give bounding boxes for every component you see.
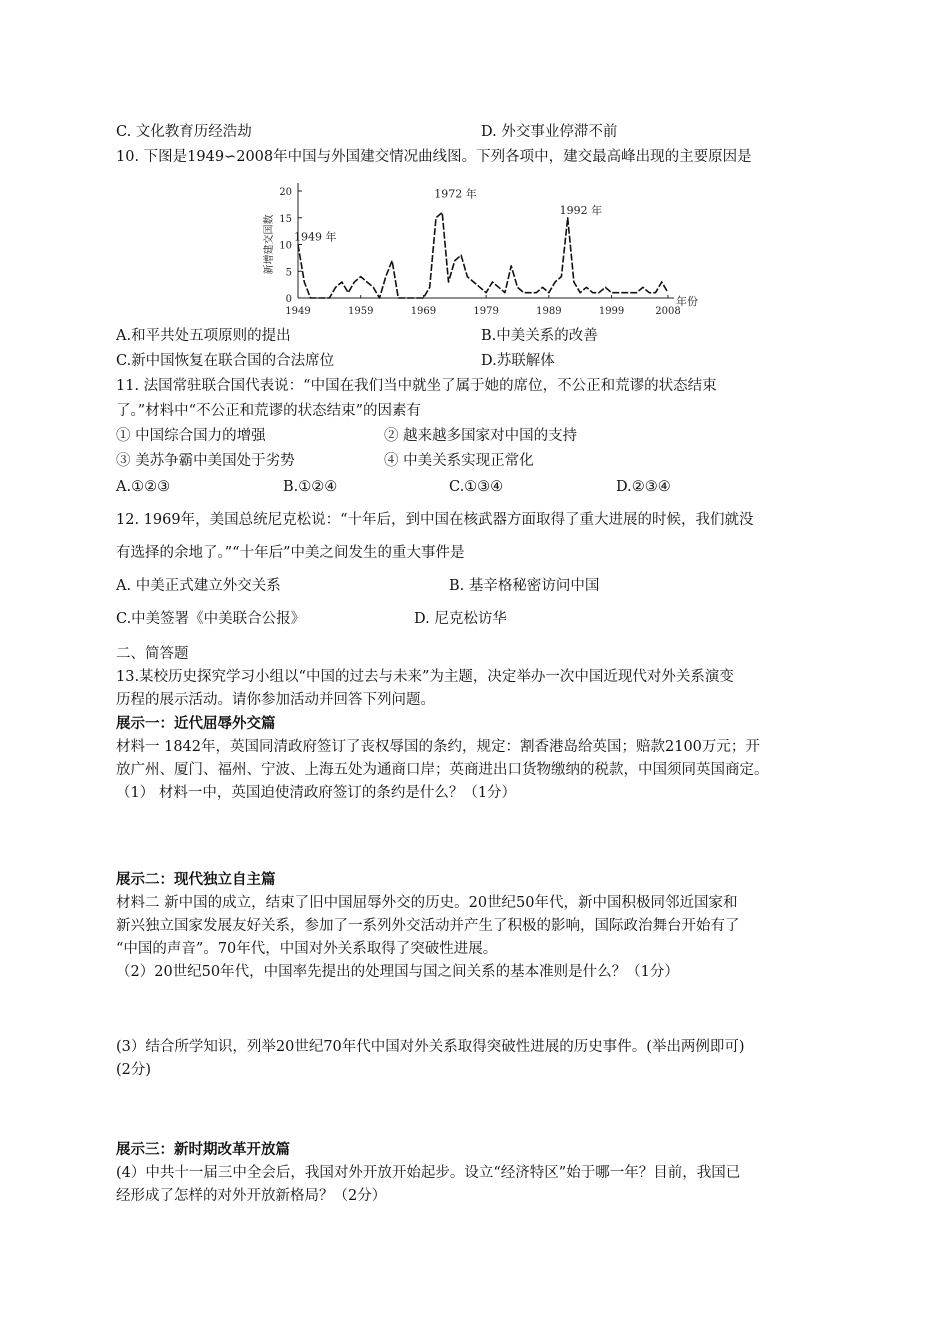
question-3-line2: (2分) [116, 1062, 152, 1078]
q11-item-1: ① 中国综合国力的增强 [116, 428, 266, 444]
q12-option-b: B. 基辛格秘密访问中国 [449, 578, 600, 594]
q13-intro-line1: 13.某校历史探究学习小组以“中国的过去与未来”为主题，决定举办一次中国近现代对外关系演变 [116, 669, 734, 685]
x-tick-label: 1979 [473, 306, 499, 317]
q11-item-4: ④ 中美关系实现正常化 [384, 453, 534, 469]
q10-option-d: D.苏联解体 [481, 353, 555, 369]
q9-option-c: C. 文化教育历经浩劫 [116, 124, 252, 140]
material1-line1: 材料一 1842年，英国同清政府签订了丧权辱国的条约，规定：割香港岛给英国；赔款2100万元；开 [116, 739, 760, 755]
q11-option-d: D.②③④ [616, 479, 671, 495]
q11-stem-line1: 11. 法国常驻联合国代表说：“中国在我们当中就坐了属于她的席位，不公正和荒谬的状态结束 [116, 378, 717, 394]
peak-annotation: 1972 年 [434, 187, 477, 201]
x-tick-label: 2008 [655, 306, 681, 317]
q11-option-b: B.①②④ [283, 479, 338, 495]
show2-heading: 展示二：现代独立自主篇 [116, 872, 276, 888]
q11-option-a: A.①②③ [116, 479, 171, 495]
q13-intro-line2: 历程的展示活动。请你参加活动并回答下列问题。 [116, 692, 435, 708]
question-4-line2: 经形成了怎样的对外开放新格局？（2分） [116, 1188, 387, 1204]
diplomatic-relations-line-chart [258, 176, 698, 321]
q10-stem: 10. 下图是1949∽2008年中国与外国建交情况曲线图。下列各项中，建交最高峰出现的主要原因是 [116, 149, 752, 165]
y-tick-label: 15 [279, 213, 292, 225]
x-tick-label: 1969 [410, 306, 437, 317]
q12-stem-line1: 12. 1969年，美国总统尼克松说：“十年后，到中国在核武器方面取得了重大进展的时候，我们就没 [116, 512, 754, 528]
section-title: 二、简答题 [116, 646, 189, 662]
q12-option-d: D. 尼克松访华 [414, 611, 507, 627]
question-4-line1: (4）中共十一届三中全会后，我国对外开放开始起步。设立“经济特区”始于哪一年？目前，我国已 [116, 1165, 741, 1181]
chart-series [298, 212, 668, 298]
q10-option-b: B.中美关系的改善 [481, 328, 598, 344]
x-tick-label: 1999 [598, 306, 625, 317]
peak-annotation: 1992 年 [559, 203, 603, 217]
chart-axes [262, 183, 698, 308]
y-tick-label: 0 [285, 294, 292, 305]
peak-annotation: 1949 年 [294, 230, 337, 244]
x-tick-label: 1949 [285, 306, 311, 317]
q11-item-3: ③ 美苏争霸中美国处于劣势 [116, 453, 295, 469]
q12-option-a: A. 中美正式建立外交关系 [116, 578, 281, 594]
y-axis-label: 新增建交国数 [264, 214, 275, 275]
q11-item-2: ② 越来越多国家对中国的支持 [384, 428, 578, 444]
q10-option-c: C.新中国恢复在联合国的合法席位 [116, 353, 335, 369]
q9-option-d: D. 外交事业停滞不前 [481, 124, 618, 140]
question-2: （2）20世纪50年代，中国率先提出的处理国与国之间关系的基本准则是什么？（1分） [116, 964, 679, 980]
y-tick-label: 10 [279, 240, 292, 252]
material1-line2: 放广州、厦门、福州、宁波、上海五处为通商口岸；英商进出口货物缴纳的税款，中国须同英国商定。 [116, 762, 769, 778]
chart-annotations [294, 187, 602, 244]
question-3-line1: (3）结合所学知识，列举20世纪70年代中国对外关系取得突破性进展的历史事件。(举出两例即可) [116, 1039, 745, 1055]
x-tick-label: 1959 [347, 306, 374, 317]
material2-line2: 新兴独立国家发展友好关系，参加了一系列外交活动并产生了积极的影响，国际政治舞台开始有了 [116, 918, 740, 934]
q10-option-a: A.和平共处五项原则的提出 [116, 328, 291, 344]
x-tick-label: 1989 [536, 306, 562, 317]
q12-stem-line2: 有选择的余地了。”“十年后”中美之间发生的重大事件是 [116, 545, 465, 561]
question-1: （1） 材料一中，英国迫使清政府签订的条约是什么？（1分） [116, 785, 517, 801]
material2-line3: “中国的声音”。70年代，中国对外关系取得了突破性进展。 [116, 941, 498, 957]
q11-stem-line2: 了。”材料中“不公正和荒谬的状态结束”的因素有 [116, 403, 421, 419]
series-line [298, 212, 668, 298]
y-tick-label: 20 [279, 187, 292, 198]
y-tick-label: 5 [285, 267, 292, 279]
q11-option-c: C.①③④ [449, 479, 504, 495]
q12-option-c: C.中美签署《中美联合公报》 [116, 611, 306, 627]
x-axis-label: 年份 [676, 295, 698, 308]
show1-heading: 展示一：近代屈辱外交篇 [116, 716, 276, 732]
show3-heading: 展示三：新时期改革开放篇 [116, 1142, 290, 1158]
material2-line1: 材料二 新中国的成立，结束了旧中国屈辱外交的历史。20世纪50年代，新中国积极同邻近国家和 [116, 895, 738, 911]
